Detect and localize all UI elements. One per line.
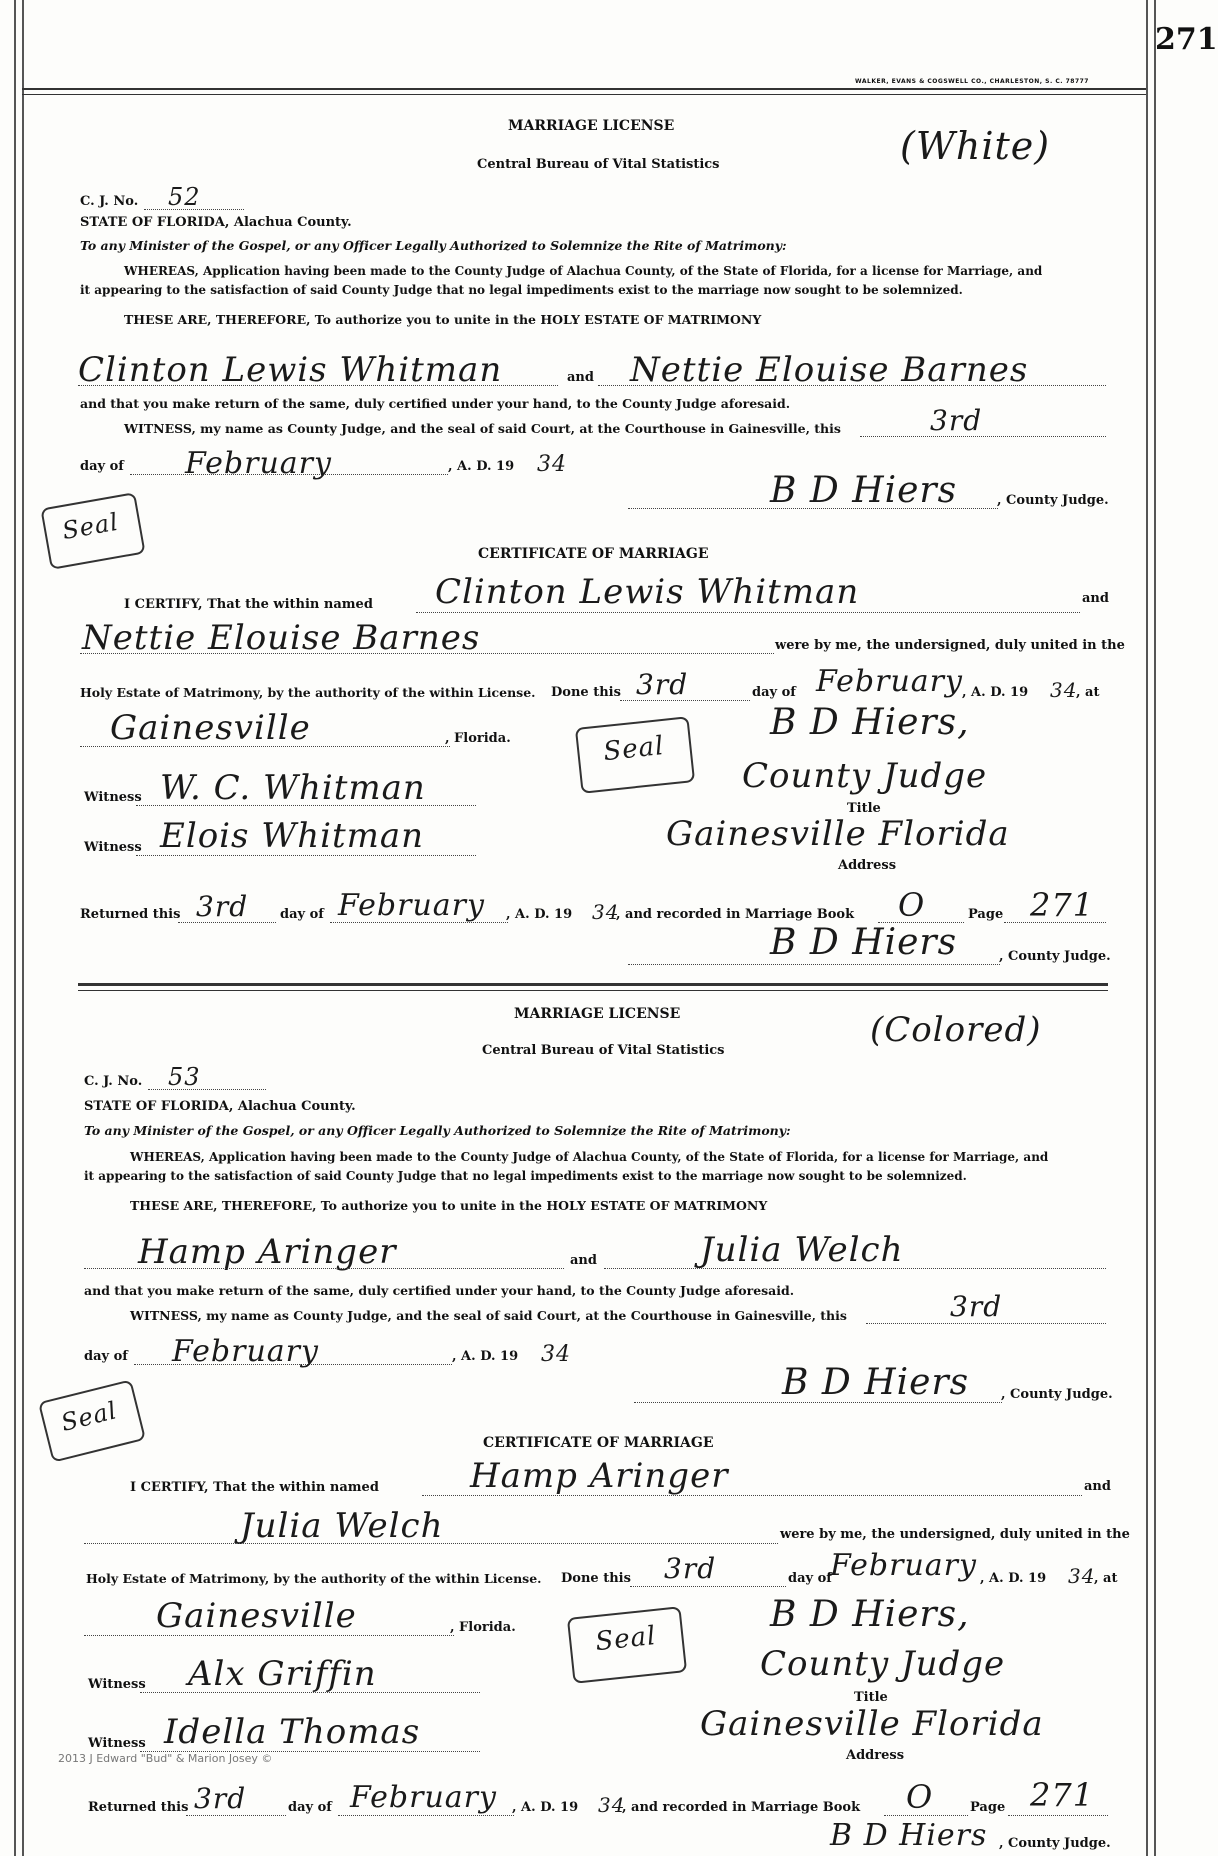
place-line [84, 1635, 454, 1636]
whereas-line-1: WHEREAS, Application having been made to the County Judge of Alachua County, of the State of Florida, for a license for Marriage, and [130, 1150, 1049, 1164]
license-month: February [185, 446, 332, 481]
groom-name: Clinton Lewis Whitman [78, 350, 503, 390]
seal-text: Seal [593, 1620, 658, 1658]
place: Gainesville [110, 708, 311, 748]
groom-line [78, 385, 558, 386]
bureau-label: Central Bureau of Vital Statistics [482, 1043, 725, 1058]
return-line: and that you make return of the same, duly certified under your hand, to the County Judge aforesaid. [80, 396, 791, 411]
state-line: STATE OF FLORIDA, Alachua County. [84, 1099, 356, 1114]
page-line [1008, 1815, 1108, 1816]
united-label: were by me, the undersigned, duly united in the [780, 1527, 1130, 1542]
and-label: and [570, 1253, 597, 1268]
returned-day: 3rd [196, 890, 249, 923]
seal-text: Seal [60, 507, 121, 546]
returned-day-line [186, 1815, 286, 1816]
bride-line [604, 1268, 1106, 1269]
judge-signature: B D Hiers [770, 922, 958, 963]
judge-signature: B D Hiers [830, 1818, 988, 1853]
certify-label: I CERTIFY, That the within named [130, 1480, 379, 1495]
address-value: Gainesville Florida [700, 1704, 1044, 1744]
groom-line [84, 1268, 564, 1269]
address-label: Address [846, 1748, 905, 1763]
judge-signature: B D Hiers [770, 470, 958, 511]
returned-ad-label: , A. D. 19 [506, 907, 573, 922]
bride-line [84, 1543, 778, 1544]
certify-label: I CERTIFY, That the within named [124, 597, 373, 612]
recorded-label: , and recorded in Marriage Book [616, 907, 855, 922]
record-divider [78, 983, 1108, 986]
cj-line [148, 1089, 266, 1090]
witness-2-label: Witness [84, 840, 142, 855]
cj-number: 53 [168, 1063, 201, 1091]
bureau-label: Central Bureau of Vital Statistics [477, 157, 720, 172]
groom-name: Hamp Aringer [470, 1456, 729, 1496]
witness-1-name: Alx Griffin [188, 1654, 377, 1694]
witness-2-name: Elois Whitman [160, 816, 425, 856]
county-judge-label: , County Judge. [999, 949, 1111, 964]
done-month: February [830, 1548, 977, 1583]
book-value: O [906, 1778, 934, 1816]
ad-label: , A. D. 19 [448, 459, 515, 474]
bride-name: Nettie Elouise Barnes [82, 618, 481, 658]
day-of-label: day of [788, 1571, 832, 1586]
witness-1-line [136, 805, 476, 806]
address-label: Address [838, 858, 897, 873]
county-judge-label: , County Judge. [997, 493, 1109, 508]
done-day: 3rd [636, 668, 689, 701]
to-any-line: To any Minister of the Gospel, or any Officer Legally Authorized to Solemnize the Rite of Matrimony: [84, 1123, 791, 1138]
ad-at-label: , A. D. 19 [962, 685, 1029, 700]
returned-day-of-label: day of [288, 1800, 332, 1815]
cj-label: C. J. No. [84, 1074, 143, 1089]
florida-label: , Florida. [450, 1620, 516, 1635]
day-of-label: day of [752, 685, 796, 700]
at-label: , at [1076, 685, 1100, 700]
witness-1-name: W. C. Whitman [160, 768, 426, 808]
cj-label: C. J. No. [80, 194, 139, 209]
whereas-line-1: WHEREAS, Application having been made to the County Judge of Alachua County, of the State of Florida, for a license for Marriage, and [124, 264, 1043, 278]
license-title: MARRIAGE LICENSE [514, 1006, 681, 1022]
holy-estate-label: Holy Estate of Matrimony, by the authority of the within License. [80, 685, 536, 700]
ad-label: , A. D. 19 [452, 1349, 519, 1364]
done-this-label: Done this [561, 1571, 631, 1586]
whereas-line-2: it appearing to the satisfaction of said County Judge that no legal impediments exist to the marriage now sought to be solemnized. [84, 1169, 967, 1183]
book-value: O [898, 886, 926, 924]
to-any-line: To any Minister of the Gospel, or any Officer Legally Authorized to Solemnize the Rite of Matrimony: [80, 238, 787, 253]
witness-2-name: Idella Thomas [164, 1712, 421, 1752]
county-judge-label: , County Judge. [1001, 1387, 1113, 1402]
day-line [866, 1323, 1106, 1324]
at-label: , at [1094, 1571, 1118, 1586]
page-number: 271 [1155, 22, 1218, 57]
united-label: were by me, the undersigned, duly united in the [775, 638, 1125, 653]
ad-at-label: , A. D. 19 [980, 1571, 1047, 1586]
bride-name: Nettie Elouise Barnes [630, 350, 1029, 390]
race-note: (White) [900, 124, 1051, 168]
page-label: Page [970, 1800, 1006, 1815]
record-divider-2 [78, 990, 1108, 991]
day-line [860, 436, 1106, 437]
left-border-line-inner [22, 0, 24, 1856]
license-day: 3rd [930, 404, 983, 437]
seal-mark [40, 492, 145, 570]
certificate-title: CERTIFICATE OF MARRIAGE [478, 546, 709, 562]
holy-estate-label: Holy Estate of Matrimony, by the authority of the within License. [86, 1571, 542, 1586]
these-are-line: THESE ARE, THEREFORE, To authorize you to unite in the HOLY ESTATE OF MATRIMONY [124, 312, 762, 327]
witness-line: WITNESS, my name as County Judge, and the seal of said Court, at the Courthouse in Gainesville, this [130, 1308, 847, 1323]
these-are-line: THESE ARE, THEREFORE, To authorize you to unite in the HOLY ESTATE OF MATRIMONY [130, 1198, 768, 1213]
witness-2-label: Witness [88, 1736, 146, 1751]
groom-name: Clinton Lewis Whitman [435, 572, 860, 612]
page-value: 271 [1030, 886, 1095, 924]
returned-day: 3rd [194, 1782, 247, 1815]
license-month: February [172, 1334, 319, 1369]
title-value: County Judge [742, 756, 988, 796]
recorded-label: , and recorded in Marriage Book [622, 1800, 861, 1815]
day-of-label: day of [80, 459, 124, 474]
done-this-label: Done this [551, 685, 621, 700]
top-rule-2 [22, 94, 1146, 95]
printer-imprint: WALKER, EVANS & COGSWELL CO., CHARLESTON, S. C. 78777 [855, 78, 1089, 85]
certificate-title: CERTIFICATE OF MARRIAGE [483, 1435, 714, 1451]
done-day-line [630, 1586, 786, 1587]
groom-line [416, 612, 1080, 613]
right-border-line-inner [1154, 0, 1156, 1856]
bride-line [598, 385, 1106, 386]
license-title: MARRIAGE LICENSE [508, 118, 675, 134]
top-rule [22, 88, 1146, 90]
whereas-line-2: it appearing to the satisfaction of said County Judge that no legal impediments exist to the marriage now sought to be solemnized. [80, 283, 963, 297]
and-label: and [1084, 1479, 1111, 1494]
seal-mark [567, 1606, 687, 1684]
witness-2-line [136, 855, 476, 856]
county-judge-label: , County Judge. [999, 1836, 1111, 1851]
bride-line [80, 653, 774, 654]
copyright: 2013 J Edward "Bud" & Marion Josey © [58, 1752, 273, 1765]
judge-line [634, 1402, 1002, 1403]
seal-text: Seal [58, 1396, 121, 1437]
returned-label: Returned this [80, 907, 181, 922]
bride-name: Julia Welch [700, 1230, 904, 1270]
page-label: Page [968, 907, 1004, 922]
place-line [80, 746, 450, 747]
groom-line [422, 1495, 1082, 1496]
seal-mark [575, 716, 695, 794]
officiant-signature: B D Hiers, [770, 702, 970, 743]
cj-number: 52 [168, 183, 201, 211]
title-value: County Judge [760, 1644, 1006, 1684]
returned-label: Returned this [88, 1800, 189, 1815]
seal-text: Seal [601, 730, 666, 768]
race-note: (Colored) [870, 1010, 1042, 1050]
judge-line [628, 508, 998, 509]
left-border-line [14, 0, 16, 1856]
license-year: 34 [541, 1342, 571, 1367]
officiant-signature: B D Hiers, [770, 1594, 970, 1635]
judge-signature: B D Hiers [782, 1362, 970, 1403]
seal-mark [38, 1379, 146, 1462]
license-year: 34 [537, 452, 567, 477]
title-label: Title [854, 1690, 888, 1705]
return-line: and that you make return of the same, duly certified under your hand, to the County Judge aforesaid. [84, 1283, 795, 1298]
done-year: 34 [1050, 678, 1078, 702]
title-label: Title [847, 801, 881, 816]
state-line: STATE OF FLORIDA, Alachua County. [80, 215, 352, 230]
license-day: 3rd [950, 1290, 1003, 1323]
returned-ad-label: , A. D. 19 [512, 1800, 579, 1815]
right-border-line [1146, 0, 1148, 1856]
address-value: Gainesville Florida [666, 814, 1010, 854]
witness-1-label: Witness [84, 790, 142, 805]
returned-month: February [338, 888, 485, 923]
returned-year: 34 [598, 1793, 626, 1817]
page-value: 271 [1030, 1776, 1095, 1814]
returned-year: 34 [592, 900, 620, 924]
bride-name: Julia Welch [240, 1506, 444, 1546]
witness-1-label: Witness [88, 1677, 146, 1692]
day-of-label: day of [84, 1349, 128, 1364]
done-day: 3rd [664, 1552, 717, 1585]
returned-month: February [350, 1780, 497, 1815]
witness-1-line [140, 1692, 480, 1693]
returned-month-line [338, 1815, 514, 1816]
and-label: and [1082, 591, 1109, 606]
place: Gainesville [156, 1596, 357, 1636]
florida-label: , Florida. [445, 731, 511, 746]
returned-day-of-label: day of [280, 907, 324, 922]
done-year: 34 [1068, 1564, 1096, 1588]
groom-name: Hamp Aringer [138, 1232, 397, 1272]
judge-line [628, 964, 1000, 965]
and-label: and [567, 370, 594, 385]
done-month: February [816, 664, 963, 699]
witness-line: WITNESS, my name as County Judge, and the seal of said Court, at the Courthouse in Gainesville, this [124, 421, 841, 436]
